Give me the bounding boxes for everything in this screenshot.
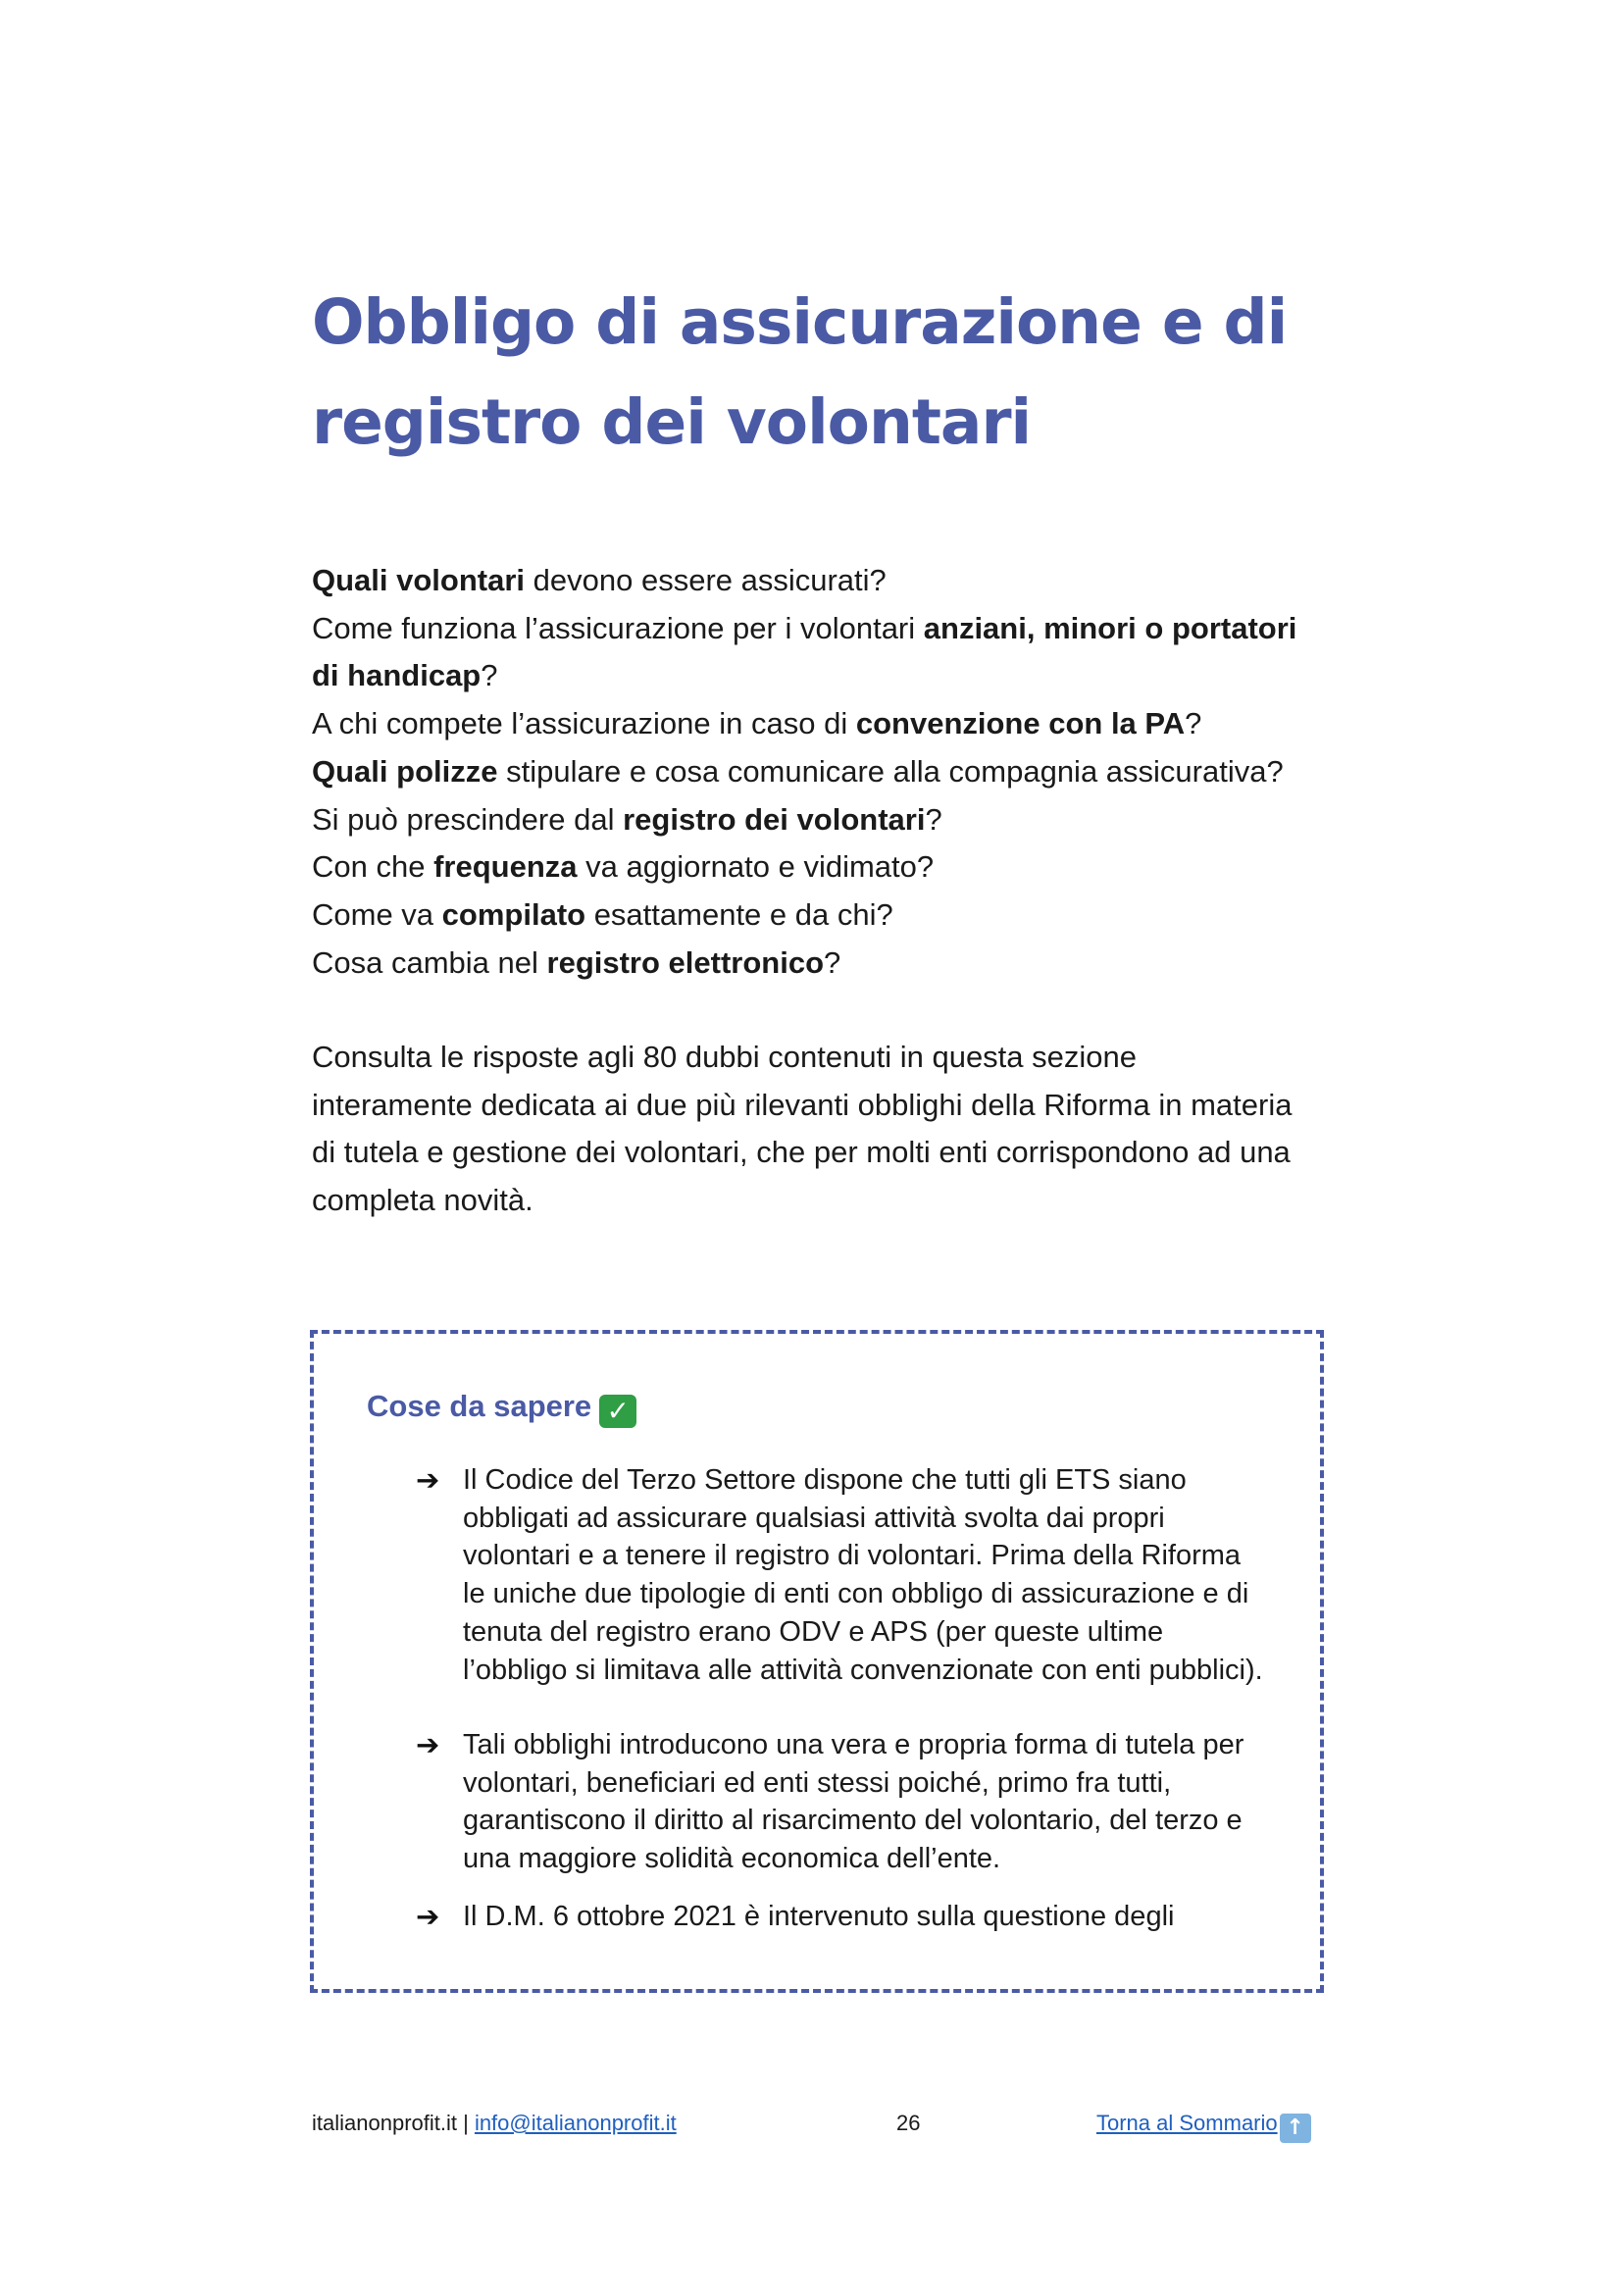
up-arrow-icon[interactable]: ↑ xyxy=(1280,2114,1311,2143)
question-line: Come va compilato esattamente e da chi? xyxy=(312,896,893,932)
question-line: Con che frequenza va aggiornato e vidimato? xyxy=(312,849,935,885)
question-line: Cosa cambia nel registro elettronico? xyxy=(312,944,841,980)
question-bold: compilato xyxy=(441,896,586,932)
arrow-right-icon: ➔ xyxy=(416,1463,440,1497)
page-title-line-1: Obbligo di assicurazione e di xyxy=(312,286,1288,358)
question-bold: anziani, minori o portatori xyxy=(923,610,1297,645)
question-bold: Quali volontari xyxy=(312,563,526,597)
page-title xyxy=(312,273,1391,473)
question-line: Come funziona l’assicurazione per i volontari anziani, minori o portatori xyxy=(312,610,1297,645)
list-item-text: Il Codice del Terzo Settore dispone che tutti gli ETS siano obbligati ad assicurare qualsiasi attività svolta dai propri volontari e a tenere il registro di volontari. Prima della Riforma le uniche due tipologie di enti con obbligo di assicurazione e di tenuta del registro erano ODV e APS (per queste ultime l’obbligo si limitava alle attività convenzionate con enti pubblici). xyxy=(463,1464,1263,1686)
page-title-line-2: registro dei volontari xyxy=(312,386,1032,458)
footer-contacts xyxy=(312,2109,677,2138)
footer-site: italianonprofit.it xyxy=(312,2111,457,2135)
question-bold: Quali polizze xyxy=(312,753,498,789)
question-line: Quali volontari devono essere assicurati? xyxy=(312,563,887,597)
key-facts-title: Cose da sapere ✓ xyxy=(367,1387,636,1428)
page-number: 26 xyxy=(896,2111,921,2135)
footer-email-link[interactable]: info@italianonprofit.it xyxy=(474,2111,677,2135)
question-line: A chi compete l’assicurazione in caso di convenzione con la PA? xyxy=(312,706,1202,741)
question-bold: registro dei volontari xyxy=(623,801,926,837)
check-mark-icon: ✓ xyxy=(599,1395,636,1428)
back-to-summary[interactable] xyxy=(1096,2109,1311,2143)
question-bold: convenzione con la PA xyxy=(855,706,1186,741)
intro-paragraph: Consulta le risposte agli 80 dubbi contenuti in questa sezione interamente dedicata ai due più rilevanti obblighi della Riforma in materia di tutela e gestione dei volontari, che per molti enti corrispondono ad una completa novità. xyxy=(312,1040,1293,1217)
arrow-right-icon: ➔ xyxy=(416,1900,440,1933)
list-item-text: Il D.M. 6 ottobre 2021 è intervenuto sulla questione degli xyxy=(463,1901,1175,1932)
arrow-right-icon: ➔ xyxy=(416,1728,440,1761)
question-bold: registro elettronico xyxy=(546,944,825,980)
question-bold: di handicap xyxy=(312,658,482,693)
question-line: di handicap? xyxy=(312,658,498,693)
question-bold: frequenza xyxy=(433,849,578,885)
key-facts-box xyxy=(310,1330,1324,1993)
questions-list xyxy=(312,557,1351,987)
back-to-summary-link[interactable]: Torna al Sommario xyxy=(1096,2111,1278,2135)
list-item-text: Tali obblighi introducono una vera e propria forma di tutela per volontari, beneficiari ed enti stessi poiché, primo fra tutti, garantiscono il diritto al risarcimento del volontario, del terzo e una maggiore solidità economica dell’ente. xyxy=(463,1729,1244,1875)
footer-separator: | xyxy=(456,2111,475,2135)
question-line: Quali polizze stipulare e cosa comunicare alla compagnia assicurativa? xyxy=(312,753,1284,789)
question-line: Si può prescindere dal registro dei volontari? xyxy=(312,801,942,837)
